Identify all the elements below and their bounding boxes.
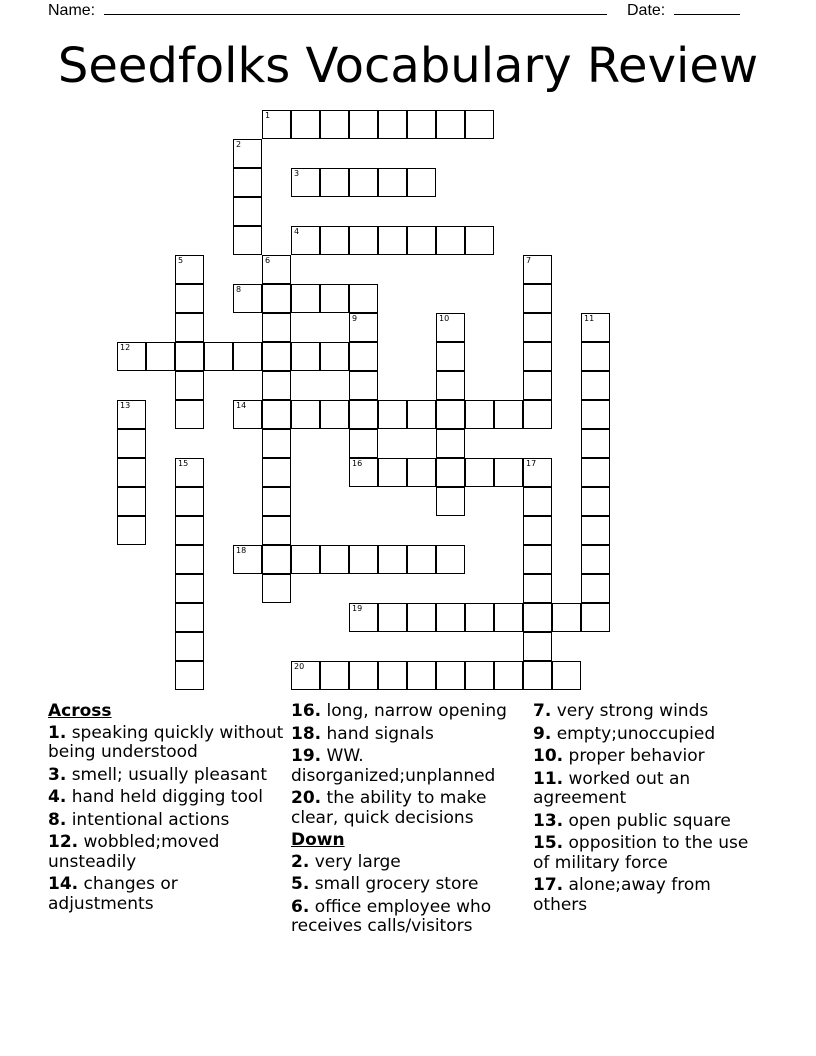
grid-cell[interactable] <box>436 226 465 255</box>
grid-cell[interactable] <box>146 342 175 371</box>
clue-text: opposition to the use of military force <box>533 833 749 873</box>
grid-cell[interactable] <box>552 661 581 690</box>
grid-cell[interactable] <box>262 371 291 400</box>
clue-number: 6. <box>291 896 310 917</box>
clue-number: 3 <box>294 169 300 178</box>
clue-number: 20. <box>291 788 322 808</box>
date-blank[interactable] <box>674 0 740 15</box>
clue-number: 11 <box>584 314 595 323</box>
grid-cell[interactable] <box>494 603 523 632</box>
grid-cell[interactable] <box>262 110 291 139</box>
clue-text: wobbled;moved unsteadily <box>48 832 220 872</box>
grid-cell[interactable] <box>349 110 378 139</box>
grid-cell[interactable] <box>291 545 320 574</box>
clue-number: 12 <box>120 343 131 352</box>
clue-number: 11. <box>533 768 564 789</box>
clue-text: small grocery store <box>309 874 479 894</box>
clue-number: 5 <box>178 256 184 265</box>
grid-cell[interactable] <box>523 661 552 690</box>
grid-cell[interactable] <box>436 458 465 487</box>
clue-number: 9. <box>533 723 552 744</box>
clue <box>48 833 284 872</box>
grid-cell[interactable] <box>291 342 320 371</box>
grid-cell[interactable] <box>117 429 146 458</box>
grid-cell[interactable] <box>291 400 320 429</box>
clue <box>533 702 769 722</box>
grid-cell[interactable] <box>320 168 349 197</box>
grid-cell[interactable] <box>291 168 320 197</box>
grid-cell[interactable] <box>204 342 233 371</box>
grid-cell[interactable] <box>523 574 552 603</box>
grid-cell[interactable] <box>262 255 291 284</box>
grid-cell[interactable] <box>349 429 378 458</box>
grid-cell[interactable] <box>581 603 610 632</box>
grid-cell[interactable] <box>581 487 610 516</box>
clue <box>291 898 527 937</box>
grid-cell[interactable] <box>494 458 523 487</box>
grid-cell[interactable] <box>117 516 146 545</box>
clue-number: 14. <box>48 874 79 894</box>
grid-cell[interactable] <box>175 516 204 545</box>
grid-cell[interactable] <box>349 545 378 574</box>
grid-cell[interactable] <box>349 342 378 371</box>
grid-cell[interactable] <box>117 342 146 371</box>
grid-cell[interactable] <box>320 110 349 139</box>
grid-cell[interactable] <box>349 284 378 313</box>
grid-cell[interactable] <box>523 458 552 487</box>
clue-number: 17 <box>526 459 537 468</box>
grid-cell[interactable] <box>523 313 552 342</box>
clue-text: intentional actions <box>66 809 230 830</box>
grid-cell[interactable] <box>407 603 436 632</box>
clue-number: 14 <box>236 401 247 410</box>
grid-cell[interactable] <box>175 400 204 429</box>
name-blank[interactable] <box>104 0 607 15</box>
grid-cell[interactable] <box>175 255 204 284</box>
clue-text: speaking quickly without being understood <box>48 722 284 762</box>
grid-cell[interactable] <box>262 400 291 429</box>
grid-cell[interactable] <box>262 574 291 603</box>
clue <box>533 812 769 832</box>
grid-cell[interactable] <box>262 429 291 458</box>
grid-cell[interactable] <box>465 400 494 429</box>
grid-cell[interactable] <box>175 313 204 342</box>
clue-number: 4. <box>48 787 67 807</box>
clue <box>291 789 527 828</box>
grid-cell[interactable] <box>581 545 610 574</box>
clue <box>533 834 769 873</box>
grid-cell[interactable] <box>378 545 407 574</box>
clue-text: very large <box>309 851 401 872</box>
clue <box>533 770 769 809</box>
clue <box>291 853 527 873</box>
grid-cell[interactable] <box>175 342 204 371</box>
grid-cell[interactable] <box>262 458 291 487</box>
grid-cell[interactable] <box>407 661 436 690</box>
grid-cell[interactable] <box>117 458 146 487</box>
clue <box>48 766 284 786</box>
grid-cell[interactable] <box>465 458 494 487</box>
grid-cell[interactable] <box>349 168 378 197</box>
clue-number: 13. <box>533 810 564 831</box>
clue-number: 5. <box>291 874 310 894</box>
grid-cell[interactable] <box>349 603 378 632</box>
clue-number: 1 <box>265 111 271 120</box>
clue-number: 13 <box>120 401 131 410</box>
grid-cell[interactable] <box>349 400 378 429</box>
clue-number: 12. <box>48 832 79 852</box>
clue <box>533 876 769 915</box>
clue <box>48 875 284 914</box>
grid-cell[interactable] <box>378 661 407 690</box>
grid-cell[interactable] <box>349 313 378 342</box>
grid-cell[interactable] <box>523 632 552 661</box>
clue-number: 18. <box>291 723 322 744</box>
clue <box>533 725 769 745</box>
grid-cell[interactable] <box>581 429 610 458</box>
grid-cell[interactable] <box>523 603 552 632</box>
across-heading: Across <box>48 701 112 721</box>
grid-cell[interactable] <box>320 400 349 429</box>
clue-text: office employee who receives calls/visitors <box>291 896 492 936</box>
clue-number: 17. <box>533 875 564 895</box>
clue-text: long, narrow opening <box>321 701 507 721</box>
clue <box>48 788 284 808</box>
grid-cell[interactable] <box>465 226 494 255</box>
clue-text: WW. disorganized;unplanned <box>291 746 496 786</box>
clue-text: smell; usually pleasant <box>66 764 267 785</box>
clue-text: the ability to make clear, quick decisions <box>291 788 487 828</box>
grid-cell[interactable] <box>523 400 552 429</box>
clue-text: open public square <box>563 810 731 831</box>
clue-number: 2 <box>236 140 242 149</box>
grid-cell[interactable] <box>436 110 465 139</box>
clue-number: 7 <box>526 256 532 265</box>
grid-cell[interactable] <box>262 284 291 313</box>
grid-cell[interactable] <box>262 545 291 574</box>
grid-cell[interactable] <box>378 603 407 632</box>
grid-cell[interactable] <box>175 632 204 661</box>
grid-cell[interactable] <box>233 168 262 197</box>
grid-cell[interactable] <box>320 226 349 255</box>
grid-cell[interactable] <box>581 342 610 371</box>
grid-cell[interactable] <box>436 603 465 632</box>
grid-cell[interactable] <box>407 168 436 197</box>
grid-cell[interactable] <box>436 342 465 371</box>
grid-cell[interactable] <box>436 429 465 458</box>
grid-cell[interactable] <box>291 284 320 313</box>
clue-text: hand signals <box>321 723 434 744</box>
grid-cell[interactable] <box>523 371 552 400</box>
grid-cell[interactable] <box>175 661 204 690</box>
clue-text: worked out an agreement <box>533 768 691 808</box>
clue-number: 20 <box>294 662 305 671</box>
grid-cell[interactable] <box>175 284 204 313</box>
clue-text: proper behavior <box>563 746 705 766</box>
grid-cell[interactable] <box>407 400 436 429</box>
grid-cell[interactable] <box>581 371 610 400</box>
grid-cell[interactable] <box>262 516 291 545</box>
grid-cell[interactable] <box>320 661 349 690</box>
clue-number: 18 <box>236 546 247 555</box>
clue <box>48 724 284 763</box>
grid-cell[interactable] <box>378 110 407 139</box>
clue-column-1 <box>48 702 284 917</box>
grid-cell[interactable] <box>407 545 436 574</box>
clue-number: 10. <box>533 746 564 766</box>
grid-cell[interactable] <box>175 458 204 487</box>
grid-cell[interactable] <box>407 110 436 139</box>
grid-cell[interactable] <box>175 603 204 632</box>
grid-cell[interactable] <box>378 458 407 487</box>
date-label: Date: <box>627 2 666 19</box>
clue <box>291 875 527 895</box>
grid-cell[interactable] <box>349 371 378 400</box>
clue-number: 15 <box>178 459 189 468</box>
grid-cell[interactable] <box>320 545 349 574</box>
clue <box>291 702 527 722</box>
clue-column-2 <box>291 702 527 940</box>
date-field[interactable] <box>627 0 740 20</box>
clue-number: 19. <box>291 746 322 766</box>
grid-cell[interactable] <box>175 545 204 574</box>
grid-cell[interactable] <box>581 574 610 603</box>
grid-cell[interactable] <box>581 400 610 429</box>
grid-cell[interactable] <box>378 168 407 197</box>
clue-number: 3. <box>48 764 67 785</box>
clue-number: 19 <box>352 604 363 613</box>
clue-text: very strong winds <box>551 701 709 721</box>
grid-cell[interactable] <box>436 545 465 574</box>
grid-cell[interactable] <box>291 661 320 690</box>
clue <box>291 747 527 786</box>
grid-cell[interactable] <box>436 487 465 516</box>
grid-cell[interactable] <box>523 545 552 574</box>
grid-cell[interactable] <box>233 342 262 371</box>
clue-number: 8. <box>48 809 67 830</box>
grid-cell[interactable] <box>523 516 552 545</box>
grid-cell[interactable] <box>175 487 204 516</box>
clue-text: empty;unoccupied <box>551 723 716 744</box>
grid-cell[interactable] <box>436 400 465 429</box>
grid-cell[interactable] <box>117 400 146 429</box>
grid-cell[interactable] <box>320 342 349 371</box>
grid-cell[interactable] <box>349 661 378 690</box>
clue-column-3 <box>533 702 769 918</box>
grid-cell[interactable] <box>349 458 378 487</box>
grid-cell[interactable] <box>465 603 494 632</box>
grid-cell[interactable] <box>233 197 262 226</box>
grid-cell[interactable] <box>581 516 610 545</box>
clue-number: 16 <box>352 459 363 468</box>
grid-cell[interactable] <box>523 342 552 371</box>
grid-cell[interactable] <box>436 313 465 342</box>
clue-text: alone;away from others <box>533 875 711 915</box>
clue <box>48 811 284 831</box>
clue-number: 15. <box>533 833 564 853</box>
clue-number: 2. <box>291 851 310 872</box>
grid-cell[interactable] <box>436 661 465 690</box>
grid-cell[interactable] <box>523 255 552 284</box>
grid-cell[interactable] <box>523 284 552 313</box>
clue-number: 9 <box>352 314 358 323</box>
grid-cell[interactable] <box>291 110 320 139</box>
clue-text: hand held digging tool <box>66 787 263 807</box>
grid-cell[interactable] <box>407 458 436 487</box>
down-heading: Down <box>291 830 345 850</box>
clue-number: 7. <box>533 701 552 721</box>
grid-cell[interactable] <box>494 661 523 690</box>
grid-cell[interactable] <box>117 487 146 516</box>
name-field[interactable] <box>48 0 607 20</box>
grid-cell[interactable] <box>465 661 494 690</box>
grid-cell[interactable] <box>262 313 291 342</box>
grid-cell[interactable] <box>581 313 610 342</box>
grid-cell[interactable] <box>233 400 262 429</box>
clue-number: 1. <box>48 722 67 743</box>
clue <box>291 725 527 745</box>
clue-number: 6 <box>265 256 271 265</box>
grid-cell[interactable] <box>581 458 610 487</box>
grid-cell[interactable] <box>465 110 494 139</box>
grid-cell[interactable] <box>320 284 349 313</box>
page-title: Seedfolks Vocabulary Review <box>57 38 759 94</box>
grid-cell[interactable] <box>378 400 407 429</box>
grid-cell[interactable] <box>523 487 552 516</box>
grid-cell[interactable] <box>233 545 262 574</box>
grid-cell[interactable] <box>233 139 262 168</box>
grid-cell[interactable] <box>175 371 204 400</box>
clue <box>533 747 769 767</box>
name-label: Name: <box>48 2 96 19</box>
grid-cell[interactable] <box>233 284 262 313</box>
clue-number: 4 <box>294 227 300 236</box>
clue-number: 16. <box>291 701 322 721</box>
grid-cell[interactable] <box>233 226 262 255</box>
grid-cell[interactable] <box>436 371 465 400</box>
grid-cell[interactable] <box>494 400 523 429</box>
grid-cell[interactable] <box>407 226 436 255</box>
grid-cell[interactable] <box>378 226 407 255</box>
grid-cell[interactable] <box>349 226 378 255</box>
grid-cell[interactable] <box>262 487 291 516</box>
grid-cell[interactable] <box>552 603 581 632</box>
clue-text: changes or adjustments <box>48 874 178 914</box>
grid-cell[interactable] <box>175 574 204 603</box>
grid-cell[interactable] <box>291 226 320 255</box>
clue-number: 8 <box>236 285 242 294</box>
clue-number: 10 <box>439 314 450 323</box>
grid-cell[interactable] <box>262 342 291 371</box>
